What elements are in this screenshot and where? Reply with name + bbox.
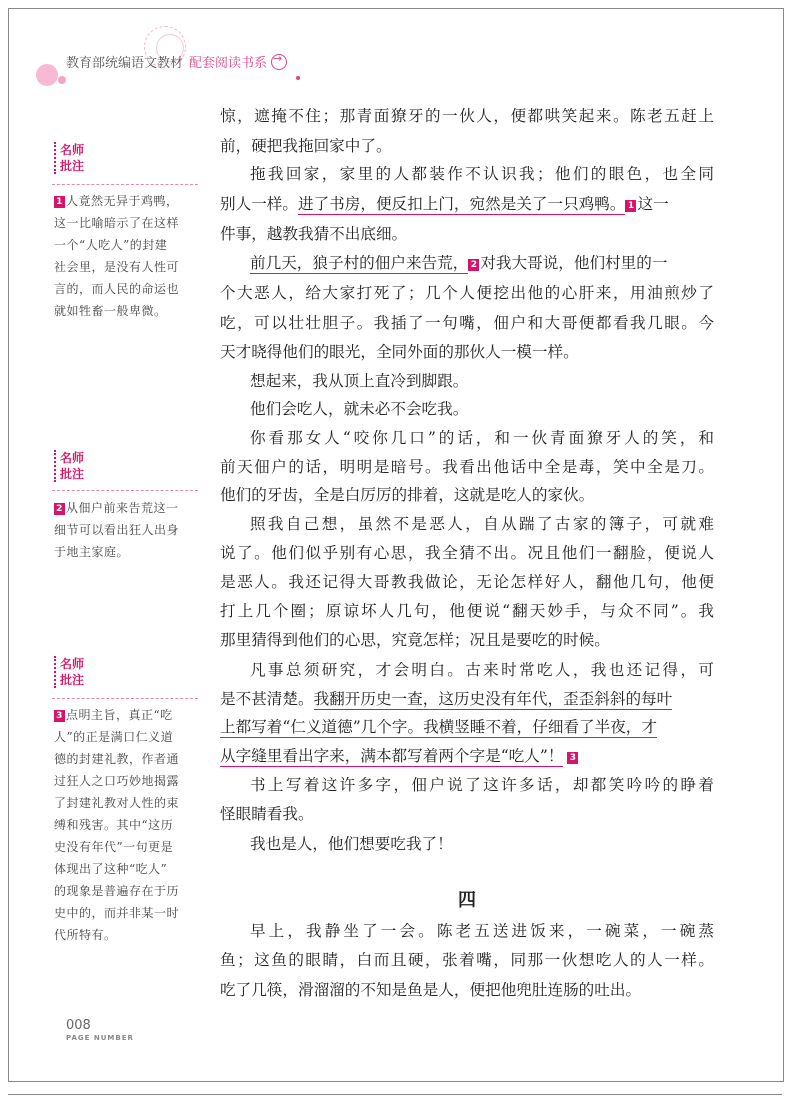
body-text: 这一 (637, 195, 669, 213)
annotation-marker: 3 (567, 752, 578, 764)
note-line: 言的，而人民的命运也 (54, 282, 180, 296)
note-line: 人”的正是满口仁义道 (54, 730, 174, 744)
annotated-text: 进了书房，便反扣上门，宛然是关了一只鸡鸭。 (297, 195, 626, 213)
note-divider (52, 490, 198, 491)
note-line: 一个“人吃人”的封建 (54, 238, 168, 252)
body-line: 吃了几筷，滑溜溜的不知是鱼是人，便把他兜肚连肠的吐出。 (220, 981, 642, 999)
note-line: 史没有年代”一句更是 (54, 840, 174, 854)
note-line: 史中的，而并非某一时 (54, 906, 180, 920)
body-line: 是恶人。我还记得大哥教我做论，无论怎样好人，翻他几句，他便 (220, 573, 714, 591)
note-line: 于地主家庭。 (54, 545, 130, 559)
note-title: 名师 (60, 451, 85, 465)
body-line: 前天佃户的话，明明是暗号。我看出他话中全是毒，笑中全是刀。 (220, 458, 714, 476)
note-2-body (54, 497, 198, 563)
header-circle-decoration (58, 76, 66, 84)
series-subtitle: 配套阅读书系 (189, 56, 268, 71)
note-1-header (54, 142, 84, 174)
body-line: 书上写着这许多字，佃户说了这许多话，却都笑吟吟的睁着 (250, 776, 714, 794)
note-divider (52, 698, 198, 699)
section-heading: 四 (458, 890, 476, 911)
body-text: 对我大哥说，他们村里的一 (480, 254, 668, 272)
note-line: 社会里，是没有人性可 (54, 260, 180, 274)
body-line (220, 684, 714, 714)
note-number-badge: 3 (54, 710, 65, 722)
body-line: 想起来，我从顶上直冷到脚跟。 (250, 372, 469, 390)
note-line: 从佃户前来告荒这一 (66, 501, 179, 515)
body-line: 他们会吃人，就未必不会吃我。 (250, 400, 469, 418)
page-number-label: PAGE NUMBER (66, 1034, 134, 1042)
body-line: 他们的牙齿，全是白厉厉的排着，这就是吃人的家伙。 (220, 486, 595, 504)
page-number: 008 (66, 1018, 91, 1033)
header-circle-decoration (296, 76, 300, 80)
body-line: 照我自己想，虽然不是恶人，自从踹了古家的簿子，可就难 (250, 515, 714, 533)
body-line (220, 741, 714, 771)
body-line: 个大恶人，给大家打死了；几个人便挖出他的心肝来，用油煎炒了 (220, 284, 714, 302)
note-title: 批注 (60, 467, 85, 481)
note-line: 体现出了这种“吃人” (54, 862, 168, 876)
note-title: 批注 (60, 673, 85, 687)
note-line: 的现象是普遍存在于历 (54, 884, 180, 898)
note-1-body (54, 190, 198, 322)
note-line: 代所特有。 (54, 928, 117, 942)
note-number-badge: 2 (54, 503, 65, 515)
note-3-body (54, 704, 198, 946)
note-line: 点明主旨，真正“吃 (66, 708, 173, 722)
note-line: 了封建礼教对人性的束 (54, 796, 180, 810)
body-line: 前，硬把我拖回家中了。 (220, 137, 392, 155)
annotated-text: 从字缝里看出字来，满本都写着两个字是“吃人”！ (220, 747, 564, 765)
body-line: 你看那女人“咬你几口”的话，和一伙青面獠牙人的笑，和 (250, 429, 714, 447)
note-line: 细节可以看出狂人出身 (54, 523, 180, 537)
note-line: 这一比喻暗示了在这样 (54, 216, 180, 230)
body-line (220, 189, 714, 219)
note-line: 缚和残害。其中“这历 (54, 818, 174, 832)
note-title: 名师 (60, 143, 85, 157)
annotated-text: 我翻开历史一查，这历史没有年代，歪歪斜斜的每叶 (313, 690, 673, 708)
arrow-right-icon (271, 54, 287, 70)
body-line: 说了。他们似乎别有心思，我全猜不出。况且他们一翻脸，便说人 (220, 544, 714, 562)
body-line: 鱼；这鱼的眼睛，白而且硬，张着嘴，同那一伙想吃人的人一样。 (220, 951, 714, 969)
body-line: 惊，遮掩不住；那青面獠牙的一伙人，便都哄笑起来。陈老五赶上 (220, 107, 714, 125)
body-text: 是不甚清楚。 (220, 690, 314, 708)
note-3-header (54, 656, 84, 688)
annotated-text: 前几天，狼子村的佃户来告荒， (250, 254, 469, 272)
note-line: 人竟然无异于鸡鸭， (66, 194, 179, 208)
note-line: 德的封建礼教，作者通 (54, 752, 180, 766)
note-number-badge: 1 (54, 196, 65, 208)
body-line: 打上几个圈；原谅坏人几句，他便说“翻天妙手，与众不同”。我 (220, 602, 714, 620)
note-title: 批注 (60, 159, 85, 173)
body-line: 早上，我静坐了一会。陈老五送进饭来，一碗菜，一碗蒸 (250, 922, 714, 940)
body-line: 凡事总须研究，才会明白。古来时常吃人，我也还记得，可 (250, 661, 714, 679)
body-line: 那里猜得到他们的心思，究竟怎样；况且是要吃的时候。 (220, 631, 610, 649)
note-title: 名师 (60, 657, 85, 671)
note-2-header (54, 450, 84, 482)
body-line (220, 248, 744, 278)
body-line: 拖我回家，家里的人都装作不认识我；他们的眼色，也全同 (250, 165, 714, 183)
body-text: 别人一样。 (220, 195, 298, 213)
note-divider (52, 184, 198, 185)
series-header (66, 52, 287, 71)
annotation-marker: 2 (468, 259, 479, 271)
header-circle-decoration (36, 64, 58, 86)
body-line (220, 712, 714, 742)
annotation-marker: 1 (625, 200, 636, 212)
body-line: 我也是人，他们想要吃我了！ (250, 835, 453, 853)
body-line: 天才晓得他们的眼光，全同外面的那伙人一模一样。 (220, 343, 579, 361)
annotated-text: 上都写着“仁义道德”几个字。我横竖睡不着，仔细看了半夜，才 (220, 718, 657, 736)
body-line: 件事，越教我猜不出底细。 (220, 225, 408, 243)
body-line: 怪眼睛看我。 (220, 805, 314, 823)
note-line: 过狂人之口巧妙地揭露 (54, 774, 180, 788)
note-line: 就如牲畜一般卑微。 (54, 304, 167, 318)
series-title: 教育部统编语文教材 (66, 56, 184, 71)
body-line: 吃，可以壮壮胆子。我插了一句嘴，佃户和大哥便都看我几眼。今 (220, 314, 714, 332)
